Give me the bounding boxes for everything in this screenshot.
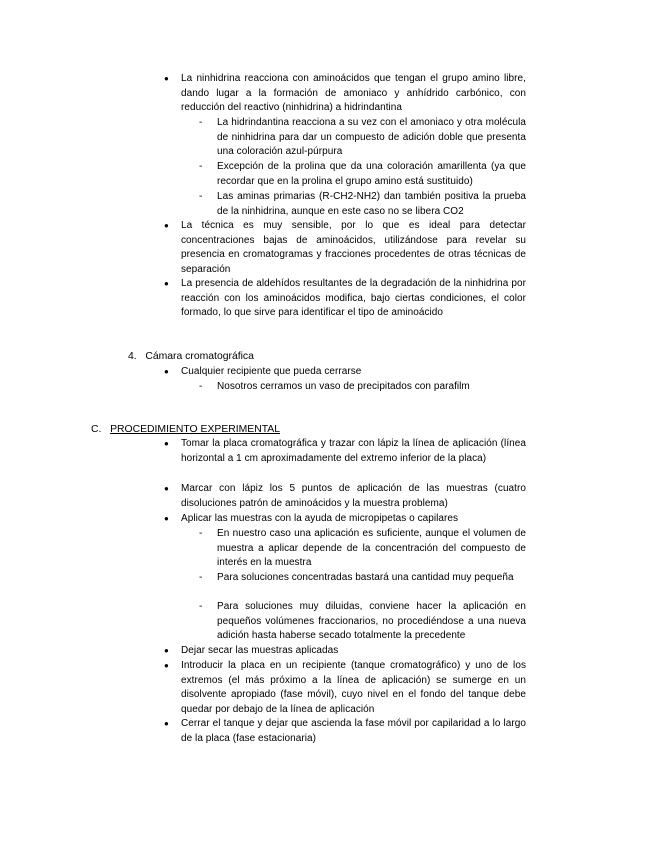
sub-bullet-text: La hidrindantina reacciona a su vez con el amoniaco y otra molécula de ninhidrina para dar un compuesto de adición doble que presenta una coloración azul-púrpura [217, 117, 526, 158]
bullet-dot-icon: ● [164, 484, 169, 493]
bullet-text: Marcar con lápiz los 5 puntos de aplicación de las muestras (cuatro disoluciones patrón de aminoácidos y la muestra problema) [181, 483, 526, 509]
bullet-item [164, 512, 526, 527]
sub-bullet-text: Para soluciones concentradas bastará una cantidad muy pequeña [217, 572, 514, 583]
bullet-dot-icon: ● [164, 514, 169, 523]
bullet-item [164, 277, 526, 321]
bullet-item [164, 72, 526, 116]
bullet-item [164, 365, 526, 380]
bullet-text: La técnica es muy sensible, por lo que es ideal para detectar concentraciones bajas de aminoácidos, utilizándose para revelar su presencia en cromatogramas y fracciones procedentes de otras técnicas de separación [181, 220, 526, 275]
bullet-dot-icon: ● [164, 279, 169, 288]
bullet-text: Tomar la placa cromatográfica y trazar con lápiz la línea de aplicación (línea horizontal a 1 cm aproximadamente del extremo inferior de la placa) [181, 438, 526, 464]
sub-bullet-text: Nosotros cerramos un vaso de precipitados con parafilm [217, 381, 470, 392]
dash-icon: - [199, 601, 203, 612]
section-letter: C. [91, 424, 102, 435]
sub-bullet-text: Las aminas primarias (R-CH2-NH2) dan también positiva la prueba de la ninhidrina, aunque en este caso no se libera CO2 [217, 191, 526, 217]
bullet-item [164, 659, 526, 717]
bullet-text: La presencia de aldehídos resultantes de la degradación de la ninhidrina por reacción con los aminoácidos modifica, bajo ciertas condiciones, el color formado, lo que sirve para identificar el tipo de aminoácido [181, 278, 526, 319]
bullet-dot-icon: ● [164, 646, 169, 655]
sub-bullet-item [199, 380, 526, 395]
dash-icon: - [199, 572, 203, 583]
dash-icon: - [199, 191, 203, 202]
bullet-item [164, 644, 526, 659]
bullet-item [164, 219, 526, 277]
bullet-text: Aplicar las muestras con la ayuda de micropipetas o capilares [181, 513, 459, 524]
bullet-item [164, 482, 526, 511]
section-heading [91, 423, 280, 437]
numbered-heading [128, 350, 254, 364]
sub-bullet-text: Para soluciones muy diluidas, conviene hacer la aplicación en pequeños volúmenes fraccionarios, no procediéndose a una nueva adición hasta haberse secado totalmente la precedente [217, 601, 526, 642]
heading-number: 4. [128, 351, 137, 362]
sub-bullet-item [199, 571, 526, 586]
sub-bullet-item [199, 527, 526, 571]
dash-icon: - [199, 161, 203, 172]
bullet-text: Dejar secar las muestras aplicadas [181, 645, 339, 656]
bullet-item [164, 717, 526, 746]
bullet-dot-icon: ● [164, 221, 169, 230]
sub-bullet-text: Excepción de la prolina que da una coloración amarillenta (ya que recordar que en la prolina el grupo amino está sustituido) [217, 161, 526, 187]
bullet-dot-icon: ● [164, 661, 169, 670]
sub-bullet-item [199, 160, 526, 189]
bullet-dot-icon: ● [164, 74, 169, 83]
dash-icon: - [199, 117, 203, 128]
bullet-text: La ninhidrina reacciona con aminoácidos que tengan el grupo amino libre, dando lugar a la formación de amoniaco y anhídrido carbónico, con reducción del reactivo (ninhidrina) a hidrindantina [181, 73, 526, 114]
bullet-dot-icon: ● [164, 367, 169, 376]
sub-bullet-text: En nuestro caso una aplicación es suficiente, aunque el volumen de muestra a aplicar depende de la concentración del compuesto de interés en la muestra [217, 528, 526, 569]
bullet-dot-icon: ● [164, 719, 169, 728]
heading-title: Cámara cromatográfica [145, 351, 254, 362]
sub-bullet-item [199, 116, 526, 160]
dash-icon: - [199, 528, 203, 539]
bullet-text: Introducir la placa en un recipiente (tanque cromatográfico) y uno de los extremos (el más próximo a la línea de aplicación) se sumerge en un disolvente apropiado (fase móvil), cuyo nivel en el fondo del tanque debe quedar por debajo de la línea de aplicación [181, 660, 526, 715]
bullet-item [164, 437, 526, 466]
bullet-dot-icon: ● [164, 439, 169, 448]
bullet-text: Cualquier recipiente que pueda cerrarse [181, 366, 362, 377]
sub-bullet-item [199, 190, 526, 219]
dash-icon: - [199, 381, 203, 392]
bullet-text: Cerrar el tanque y dejar que ascienda la fase móvil por capilaridad a lo largo de la placa (fase estacionaria) [181, 718, 526, 744]
sub-bullet-item [199, 600, 526, 644]
section-title: PROCEDIMIENTO EXPERIMENTAL [110, 424, 281, 435]
